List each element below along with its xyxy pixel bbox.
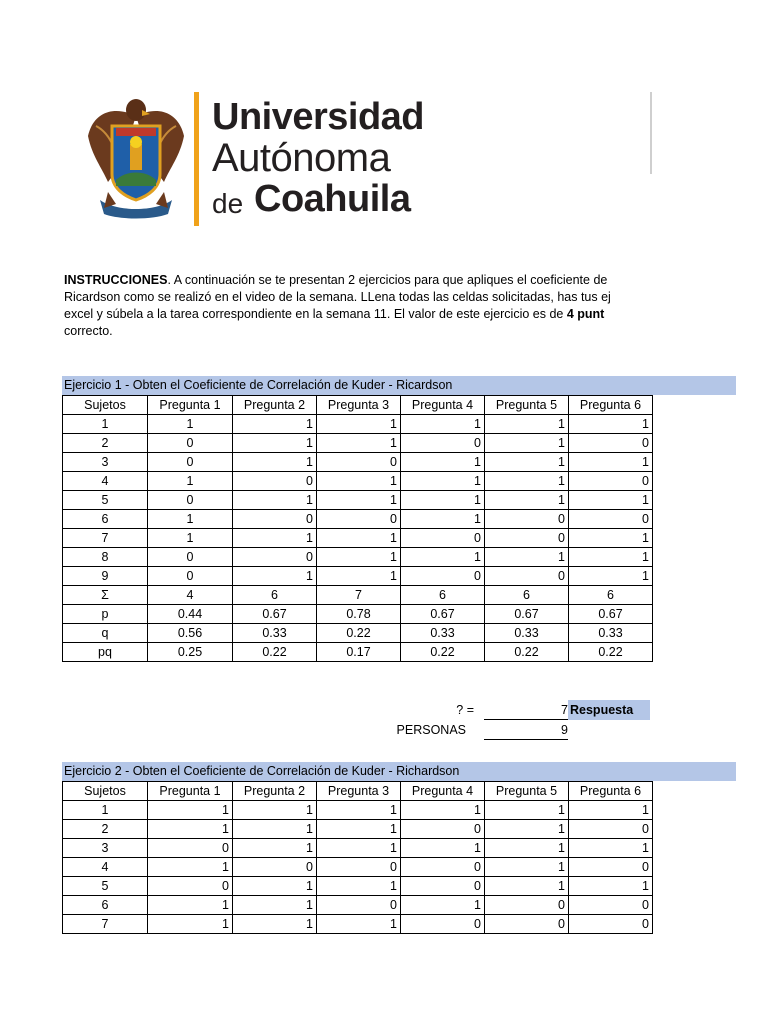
table-row [63, 877, 653, 896]
column-header: Pregunta 3 [317, 782, 401, 801]
answer-cell[interactable]: 1 [485, 839, 569, 858]
answer-cell[interactable]: 1 [317, 567, 401, 586]
answer-cell[interactable]: 0 [485, 896, 569, 915]
summary-label-cell[interactable]: q [63, 624, 148, 643]
answer-cell[interactable]: 1 [148, 915, 233, 934]
instructions-paragraph [64, 272, 654, 340]
subject-number-cell[interactable]: 2 [63, 820, 148, 839]
answer-cell[interactable]: 1 [317, 820, 401, 839]
answer-cell[interactable]: 0 [317, 510, 401, 529]
answer-cell[interactable]: 0 [233, 472, 317, 491]
summary-value-cell[interactable]: 0.22 [401, 643, 485, 662]
answer-cell[interactable]: 0 [148, 434, 233, 453]
logo-word-autonoma: Autónoma [212, 136, 391, 180]
answer-cell[interactable]: 1 [485, 820, 569, 839]
answer-cell[interactable]: 1 [485, 801, 569, 820]
answer-cell[interactable]: 1 [148, 858, 233, 877]
subject-number-cell[interactable]: 3 [63, 839, 148, 858]
answer-cell[interactable]: 0 [569, 896, 653, 915]
column-header: Sujetos [63, 782, 148, 801]
answer-cell[interactable]: 1 [233, 529, 317, 548]
table-row [63, 567, 653, 586]
summary-label-cell[interactable]: pq [63, 643, 148, 662]
answer-cell[interactable]: 1 [317, 491, 401, 510]
answer-cell[interactable]: 0 [485, 915, 569, 934]
answer-cell[interactable]: 0 [317, 453, 401, 472]
answer-cell[interactable]: 0 [485, 510, 569, 529]
answer-cell[interactable]: 0 [401, 915, 485, 934]
answer-cell[interactable]: 1 [569, 801, 653, 820]
answer-cell[interactable]: 1 [148, 472, 233, 491]
answer-cell[interactable]: 0 [148, 567, 233, 586]
table-row [63, 491, 653, 510]
summary-value-cell[interactable]: 0.33 [569, 624, 653, 643]
summary-label-cell[interactable]: p [63, 605, 148, 624]
answer-cell[interactable]: 1 [317, 415, 401, 434]
summary-value-cell[interactable]: 4 [148, 586, 233, 605]
answer-cell[interactable]: 1 [233, 567, 317, 586]
table-row [63, 548, 653, 567]
answer-cell[interactable]: 0 [569, 472, 653, 491]
answer-cell[interactable]: 1 [401, 839, 485, 858]
summary-row [63, 643, 653, 662]
summary-value-cell[interactable]: 0.22 [233, 643, 317, 662]
answer-cell[interactable]: 1 [569, 839, 653, 858]
answer-cell[interactable]: 1 [233, 491, 317, 510]
subject-number-cell[interactable]: 7 [63, 529, 148, 548]
answer-cell[interactable]: 1 [569, 548, 653, 567]
table-row [63, 529, 653, 548]
answer-cell[interactable]: 1 [485, 415, 569, 434]
answer-cell[interactable]: 0 [569, 434, 653, 453]
exercise-2-title: Ejercicio 2 - Obten el Coeficiente de Correlación de Kuder - Richardson [62, 762, 736, 781]
answer-cell[interactable]: 1 [569, 415, 653, 434]
answer-cell[interactable]: 1 [569, 877, 653, 896]
answer-cell[interactable]: 1 [569, 529, 653, 548]
summary-value-cell[interactable]: 0.78 [317, 605, 401, 624]
column-header: Pregunta 2 [233, 782, 317, 801]
exercise-2-table [62, 781, 653, 934]
subject-number-cell[interactable]: 9 [63, 567, 148, 586]
answer-cell[interactable]: 0 [401, 567, 485, 586]
summary-value-cell[interactable]: 0.33 [401, 624, 485, 643]
exercise-1-title: Ejercicio 1 - Obten el Coeficiente de Correlación de Kuder - Ricardson [62, 376, 736, 395]
answer-cell[interactable]: 0 [401, 529, 485, 548]
answer-cell[interactable]: 1 [148, 820, 233, 839]
summary-value-cell[interactable]: 7 [317, 586, 401, 605]
university-logo [86, 92, 486, 232]
column-header: Sujetos [63, 396, 148, 415]
answer-cell[interactable]: 1 [233, 453, 317, 472]
table-row [63, 472, 653, 491]
summary-row [63, 586, 653, 605]
answer-cell[interactable]: 1 [233, 877, 317, 896]
answer-cell[interactable]: 0 [569, 915, 653, 934]
instructions-line-4: correcto. [64, 324, 113, 338]
answer-cell[interactable]: 1 [401, 510, 485, 529]
answer-cell[interactable]: 1 [401, 415, 485, 434]
answer-cell[interactable]: 1 [148, 415, 233, 434]
answer-cell[interactable]: 1 [485, 491, 569, 510]
answer-cell[interactable]: 1 [569, 491, 653, 510]
answer-respuesta-label: Respuesta [568, 700, 650, 720]
column-header: Pregunta 2 [233, 396, 317, 415]
summary-value-cell[interactable]: 0.67 [401, 605, 485, 624]
answer-cell[interactable]: 1 [317, 839, 401, 858]
answer-cell[interactable]: 1 [317, 548, 401, 567]
subject-number-cell[interactable]: 5 [63, 877, 148, 896]
answer-cell[interactable]: 0 [569, 510, 653, 529]
logo-word-universidad: Universidad [212, 96, 425, 138]
instructions-line-1: . A continuación se te presentan 2 ejercicios para que apliques el coeficiente de [167, 273, 608, 287]
answer-cell[interactable]: 0 [148, 548, 233, 567]
summary-value-cell[interactable]: 0.17 [317, 643, 401, 662]
table-row [63, 510, 653, 529]
university-seal-icon [86, 96, 186, 222]
answer-cell[interactable]: 1 [485, 453, 569, 472]
answer-cell[interactable]: 0 [148, 839, 233, 858]
answer-cell[interactable]: 1 [317, 877, 401, 896]
answer-cell[interactable]: 1 [485, 548, 569, 567]
subject-number-cell[interactable]: 4 [63, 858, 148, 877]
table-row [63, 434, 653, 453]
page-edge-divider [650, 92, 652, 174]
logo-accent-bar [194, 92, 199, 226]
answer-cell[interactable]: 1 [148, 896, 233, 915]
answer-block [380, 700, 680, 745]
answer-cell[interactable]: 1 [148, 529, 233, 548]
column-header: Pregunta 6 [569, 396, 653, 415]
answer-cell[interactable]: 1 [317, 529, 401, 548]
answer-cell[interactable]: 1 [148, 801, 233, 820]
subject-number-cell[interactable]: 3 [63, 453, 148, 472]
answer-cell[interactable]: 1 [233, 820, 317, 839]
summary-value-cell[interactable]: 6 [569, 586, 653, 605]
table-row [63, 896, 653, 915]
column-header: Pregunta 4 [401, 782, 485, 801]
instructions-line-2: Ricardson como se realizó en el video de la semana. LLena todas las celdas solicitadas, has tus ej [64, 290, 611, 304]
table-row [63, 839, 653, 858]
logo-word-de: de [212, 188, 244, 219]
answer-cell[interactable]: 0 [233, 510, 317, 529]
answer-cell[interactable]: 1 [233, 434, 317, 453]
answer-cell[interactable]: 0 [401, 434, 485, 453]
subject-number-cell[interactable]: 1 [63, 801, 148, 820]
answer-cell[interactable]: 0 [317, 858, 401, 877]
logo-word-coahuila: Coahuila [254, 178, 411, 220]
summary-value-cell[interactable]: 0.25 [148, 643, 233, 662]
answer-cell[interactable]: 1 [233, 415, 317, 434]
summary-row [63, 624, 653, 643]
subject-number-cell[interactable]: 6 [63, 896, 148, 915]
answer-personas-label: PERSONAS [396, 723, 466, 737]
summary-value-cell[interactable]: 6 [233, 586, 317, 605]
answer-cell[interactable]: 0 [401, 820, 485, 839]
subject-number-cell[interactable]: 5 [63, 491, 148, 510]
answer-cell[interactable]: 1 [569, 567, 653, 586]
summary-value-cell[interactable]: 0.67 [233, 605, 317, 624]
answer-cell[interactable]: 1 [317, 801, 401, 820]
answer-cell[interactable]: 0 [233, 548, 317, 567]
column-header: Pregunta 5 [485, 782, 569, 801]
answer-cell[interactable]: 1 [233, 839, 317, 858]
answer-question-value[interactable]: 7 [484, 703, 568, 720]
answer-cell[interactable]: 1 [148, 510, 233, 529]
answer-cell[interactable]: 1 [401, 453, 485, 472]
summary-value-cell[interactable]: 0.67 [569, 605, 653, 624]
subject-number-cell[interactable]: 6 [63, 510, 148, 529]
answer-cell[interactable]: 0 [401, 858, 485, 877]
summary-row [63, 605, 653, 624]
answer-cell[interactable]: 1 [317, 915, 401, 934]
table-row [63, 915, 653, 934]
answer-cell[interactable]: 1 [401, 472, 485, 491]
answer-personas-value[interactable]: 9 [484, 723, 568, 740]
answer-cell[interactable]: 1 [317, 434, 401, 453]
answer-cell[interactable]: 1 [485, 472, 569, 491]
answer-cell[interactable]: 1 [233, 896, 317, 915]
answer-cell[interactable]: 1 [485, 434, 569, 453]
answer-cell[interactable]: 0 [401, 877, 485, 896]
answer-cell[interactable]: 0 [485, 567, 569, 586]
summary-value-cell[interactable]: 0.44 [148, 605, 233, 624]
subject-number-cell[interactable]: 1 [63, 415, 148, 434]
answer-cell[interactable]: 0 [148, 491, 233, 510]
answer-cell[interactable]: 1 [401, 801, 485, 820]
summary-value-cell[interactable]: 0.67 [485, 605, 569, 624]
table-row [63, 415, 653, 434]
summary-value-cell[interactable]: 0.56 [148, 624, 233, 643]
table-row [63, 858, 653, 877]
summary-value-cell[interactable]: 0.33 [485, 624, 569, 643]
exercise-1-table [62, 395, 653, 662]
summary-value-cell[interactable]: 0.22 [485, 643, 569, 662]
answer-question-label: ? = [456, 703, 474, 717]
column-header: Pregunta 3 [317, 396, 401, 415]
answer-cell[interactable]: 0 [485, 529, 569, 548]
subject-number-cell[interactable]: 7 [63, 915, 148, 934]
summary-value-cell[interactable]: 0.22 [317, 624, 401, 643]
answer-cell[interactable]: 0 [148, 453, 233, 472]
column-header: Pregunta 1 [148, 782, 233, 801]
answer-cell[interactable]: 1 [401, 548, 485, 567]
table-row [63, 453, 653, 472]
answer-cell[interactable]: 1 [317, 472, 401, 491]
answer-cell[interactable]: 0 [569, 820, 653, 839]
instructions-points: 4 punt [566, 307, 605, 321]
subject-number-cell[interactable]: 4 [63, 472, 148, 491]
answer-cell[interactable]: 1 [233, 915, 317, 934]
subject-number-cell[interactable]: 8 [63, 548, 148, 567]
answer-cell[interactable]: 0 [569, 858, 653, 877]
answer-cell[interactable]: 0 [148, 877, 233, 896]
instructions-line-3: excel y súbela a la tarea correspondiente en la semana 11. El valor de este ejercicio es de [64, 307, 567, 321]
answer-cell[interactable]: 1 [485, 877, 569, 896]
table-row [63, 801, 653, 820]
subject-number-cell[interactable]: 2 [63, 434, 148, 453]
column-header: Pregunta 1 [148, 396, 233, 415]
column-header: Pregunta 5 [485, 396, 569, 415]
answer-cell[interactable]: 1 [485, 858, 569, 877]
summary-label-cell[interactable]: Σ [63, 586, 148, 605]
answer-cell[interactable]: 1 [569, 453, 653, 472]
answer-cell[interactable]: 0 [317, 896, 401, 915]
instructions-lead: INSTRUCCIONES [64, 273, 168, 287]
column-header: Pregunta 6 [569, 782, 653, 801]
answer-cell[interactable]: 0 [233, 858, 317, 877]
summary-value-cell[interactable]: 0.33 [233, 624, 317, 643]
column-header: Pregunta 4 [401, 396, 485, 415]
summary-value-cell[interactable]: 6 [401, 586, 485, 605]
answer-cell[interactable]: 1 [401, 491, 485, 510]
answer-cell[interactable]: 1 [233, 801, 317, 820]
answer-cell[interactable]: 1 [401, 896, 485, 915]
summary-value-cell[interactable]: 0.22 [569, 643, 653, 662]
summary-value-cell[interactable]: 6 [485, 586, 569, 605]
table-row [63, 820, 653, 839]
